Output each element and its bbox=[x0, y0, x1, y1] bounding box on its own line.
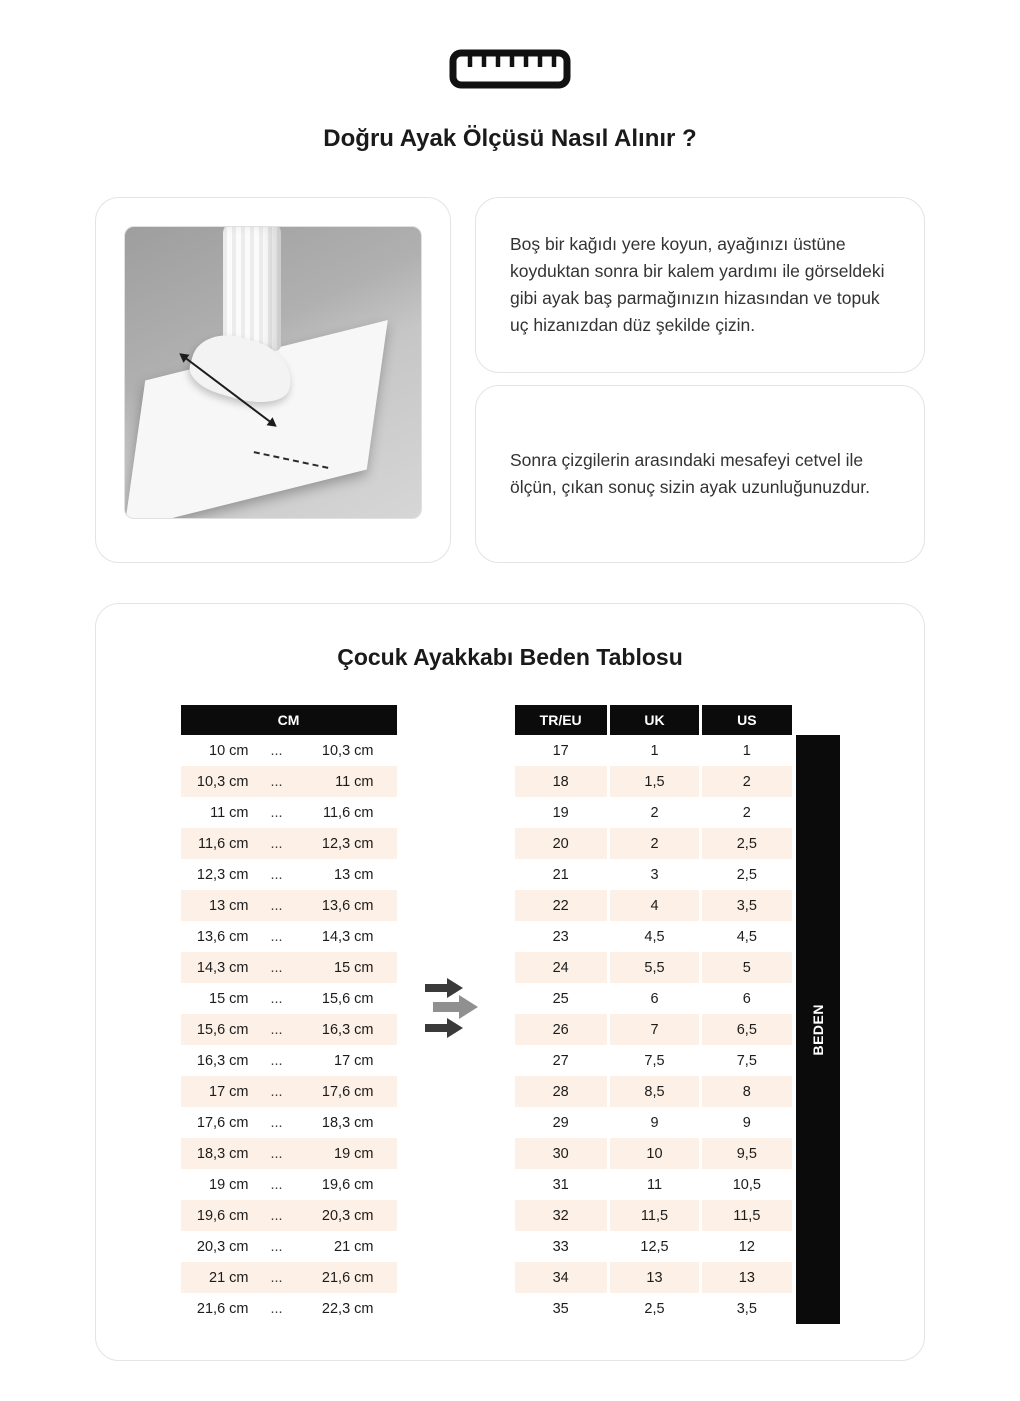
intl-cell: 20 bbox=[552, 835, 569, 852]
cm-cell: ... bbox=[270, 897, 283, 914]
cm-cell: 17 cm bbox=[334, 1052, 374, 1069]
cm-cell: 13,6 cm bbox=[196, 928, 249, 945]
instruction-box-2 bbox=[475, 385, 925, 563]
cm-cell: 13 cm bbox=[209, 897, 249, 914]
cm-cell: ... bbox=[270, 928, 283, 945]
cm-table-row bbox=[181, 735, 397, 766]
cm-cell: ... bbox=[270, 1021, 283, 1038]
intl-cell: 12 bbox=[699, 1231, 791, 1262]
intl-cell: 7,5 bbox=[607, 1045, 699, 1076]
cm-cell: ... bbox=[270, 1269, 283, 1286]
cm-cell: 21,6 cm bbox=[321, 1269, 374, 1286]
howto-section bbox=[95, 197, 925, 563]
cm-cell: 18,3 cm bbox=[321, 1114, 374, 1131]
cm-table-row bbox=[181, 1169, 397, 1200]
page-title: Doğru Ayak Ölçüsü Nasıl Alınır ? bbox=[323, 125, 697, 152]
intl-table-row bbox=[515, 797, 792, 828]
beden-label: BEDEN bbox=[809, 1003, 826, 1056]
intl-cell: 25 bbox=[552, 990, 569, 1007]
intl-cell: 24 bbox=[552, 959, 569, 976]
cm-cell: 15,6 cm bbox=[196, 1021, 249, 1038]
cm-cell: ... bbox=[270, 1300, 283, 1317]
size-table-card bbox=[95, 603, 925, 1361]
cm-table-row bbox=[181, 828, 397, 859]
intl-cell: 19 bbox=[552, 804, 569, 821]
cm-cell: 21,6 cm bbox=[196, 1300, 249, 1317]
cm-cell: 12,3 cm bbox=[321, 835, 374, 852]
intl-cell: 6,5 bbox=[699, 1014, 791, 1045]
beden-axis-bar bbox=[796, 735, 840, 1324]
intl-cell: 11,5 bbox=[607, 1200, 699, 1231]
intl-cell: 26 bbox=[552, 1021, 569, 1038]
intl-cell: 1 bbox=[607, 735, 699, 766]
cm-cell: 14,3 cm bbox=[196, 959, 249, 976]
intl-cell: 7 bbox=[607, 1014, 699, 1045]
intl-table-row bbox=[515, 1231, 792, 1262]
cm-table-row bbox=[181, 921, 397, 952]
cm-cell: ... bbox=[270, 835, 283, 852]
intl-cell: 3 bbox=[607, 859, 699, 890]
cm-cell: ... bbox=[270, 1207, 283, 1224]
cm-cell: ... bbox=[270, 959, 283, 976]
intl-cell: 31 bbox=[552, 1176, 569, 1193]
cm-cell: 13,6 cm bbox=[321, 897, 374, 914]
intl-cell: 27 bbox=[552, 1052, 569, 1069]
intl-table-row bbox=[515, 1169, 792, 1200]
intl-table-row bbox=[515, 1014, 792, 1045]
cm-table-row bbox=[181, 952, 397, 983]
intl-cell: 1 bbox=[699, 735, 791, 766]
intl-table-row bbox=[515, 828, 792, 859]
transfer-arrows-icon bbox=[423, 977, 489, 1044]
intl-header-cell: US bbox=[699, 705, 791, 735]
intl-cell: 9,5 bbox=[699, 1138, 791, 1169]
cm-cell: 17,6 cm bbox=[321, 1083, 374, 1100]
intl-table-row bbox=[515, 1262, 792, 1293]
instruction-text-1: Boş bir kağıdı yere koyun, ayağınızı üstüne koyduktan sonra bir kalem yardımı ile görseldeki gibi ayak baş parmağınızın hizasından ve topuk uç hizanızdan düz şekilde çizin. bbox=[510, 233, 885, 336]
intl-cell: 4,5 bbox=[607, 921, 699, 952]
intl-cell: 7,5 bbox=[699, 1045, 791, 1076]
cm-cell: ... bbox=[270, 1083, 283, 1100]
cm-cell: ... bbox=[270, 773, 283, 790]
cm-cell: 10,3 cm bbox=[196, 773, 249, 790]
cm-cell: 19,6 cm bbox=[196, 1207, 249, 1224]
intl-cell: 28 bbox=[552, 1083, 569, 1100]
intl-cell: 4 bbox=[607, 890, 699, 921]
cm-cell: 19 cm bbox=[334, 1145, 374, 1162]
cm-table-row bbox=[181, 1045, 397, 1076]
intl-cell: 3,5 bbox=[699, 890, 791, 921]
intl-cell: 33 bbox=[552, 1238, 569, 1255]
intl-cell: 10 bbox=[607, 1138, 699, 1169]
intl-cell: 2,5 bbox=[699, 859, 791, 890]
cm-cell: 14,3 cm bbox=[321, 928, 374, 945]
instructions-column bbox=[475, 197, 925, 563]
cm-table-row bbox=[181, 890, 397, 921]
cm-cell: 21 cm bbox=[209, 1269, 249, 1286]
cm-cell: 13 cm bbox=[334, 866, 374, 883]
intl-cell: 23 bbox=[552, 928, 569, 945]
cm-cell: ... bbox=[270, 804, 283, 821]
intl-table-row bbox=[515, 859, 792, 890]
cm-table-row bbox=[181, 1293, 397, 1324]
size-table-title: Çocuk Ayakkabı Beden Tablosu bbox=[337, 644, 683, 670]
cm-table-row bbox=[181, 1231, 397, 1262]
intl-size-table bbox=[515, 705, 792, 1324]
intl-cell: 8,5 bbox=[607, 1076, 699, 1107]
cm-cell: 11 cm bbox=[335, 773, 374, 790]
intl-table-row bbox=[515, 983, 792, 1014]
cm-table-row bbox=[181, 983, 397, 1014]
intl-cell: 2,5 bbox=[699, 828, 791, 859]
page-header bbox=[0, 0, 1020, 153]
intl-table-row bbox=[515, 1138, 792, 1169]
cm-cell: 18,3 cm bbox=[196, 1145, 249, 1162]
intl-cell: 12,5 bbox=[607, 1231, 699, 1262]
intl-cell: 35 bbox=[552, 1300, 569, 1317]
cm-cell: 16,3 cm bbox=[321, 1021, 374, 1038]
cm-cell: 15 cm bbox=[334, 959, 374, 976]
cm-cell: ... bbox=[270, 1114, 283, 1131]
intl-cell: 22 bbox=[552, 897, 569, 914]
cm-cell: 17,6 cm bbox=[196, 1114, 249, 1131]
intl-table-row bbox=[515, 1076, 792, 1107]
intl-cell: 6 bbox=[607, 983, 699, 1014]
intl-cell: 30 bbox=[552, 1145, 569, 1162]
cm-cell: ... bbox=[270, 990, 283, 1007]
intl-cell: 4,5 bbox=[699, 921, 791, 952]
cm-cell: ... bbox=[270, 1176, 283, 1193]
cm-cell: 21 cm bbox=[334, 1238, 374, 1255]
cm-table-row bbox=[181, 859, 397, 890]
ruler-icon bbox=[449, 48, 571, 90]
intl-cell: 5 bbox=[699, 952, 791, 983]
cm-table-row bbox=[181, 797, 397, 828]
intl-cell: 11,5 bbox=[699, 1200, 791, 1231]
intl-table-row bbox=[515, 890, 792, 921]
intl-cell: 2 bbox=[699, 797, 791, 828]
intl-table-row bbox=[515, 921, 792, 952]
intl-cell: 32 bbox=[552, 1207, 569, 1224]
cm-table-row bbox=[181, 1076, 397, 1107]
cm-cell: 10,3 cm bbox=[321, 742, 374, 759]
intl-cell: 6 bbox=[699, 983, 791, 1014]
intl-cell: 2,5 bbox=[607, 1293, 699, 1324]
cm-cell: ... bbox=[270, 866, 283, 883]
intl-cell: 11 bbox=[607, 1169, 699, 1200]
intl-cell: 21 bbox=[552, 866, 569, 883]
intl-table-row bbox=[515, 1200, 792, 1231]
cm-table-header: CM bbox=[181, 705, 397, 735]
intl-cell: 9 bbox=[699, 1107, 791, 1138]
intl-cell: 10,5 bbox=[699, 1169, 791, 1200]
cm-cell: 20,3 cm bbox=[196, 1238, 249, 1255]
cm-table-row bbox=[181, 1107, 397, 1138]
intl-cell: 2 bbox=[607, 828, 699, 859]
intl-cell: 17 bbox=[552, 742, 569, 759]
intl-cell: 3,5 bbox=[699, 1293, 791, 1324]
intl-header-cell: UK bbox=[607, 705, 699, 735]
cm-cell: ... bbox=[270, 1238, 283, 1255]
cm-cell: ... bbox=[270, 1052, 283, 1069]
intl-table-row bbox=[515, 1107, 792, 1138]
intl-cell: 29 bbox=[552, 1114, 569, 1131]
cm-cell: 11,6 cm bbox=[197, 835, 249, 852]
intl-table-row bbox=[515, 952, 792, 983]
intl-cell: 13 bbox=[607, 1262, 699, 1293]
cm-table bbox=[181, 705, 397, 1324]
size-tables bbox=[96, 705, 924, 1324]
intl-cell: 13 bbox=[699, 1262, 791, 1293]
instruction-text-2: Sonra çizgilerin arasındaki mesafeyi cetvel ile ölçün, çıkan sonuç sizin ayak uzunluğunuzdur. bbox=[510, 449, 870, 497]
intl-table-row bbox=[515, 766, 792, 797]
intl-cell: 34 bbox=[552, 1269, 569, 1286]
cm-cell: 11,6 cm bbox=[322, 804, 374, 821]
cm-cell: 11 cm bbox=[210, 804, 249, 821]
cm-cell: 20,3 cm bbox=[321, 1207, 374, 1224]
cm-cell: 19 cm bbox=[209, 1176, 249, 1193]
intl-cell: 2 bbox=[699, 766, 791, 797]
intl-cell: 2 bbox=[607, 797, 699, 828]
intl-table-row bbox=[515, 735, 792, 766]
intl-table-row bbox=[515, 1045, 792, 1076]
cm-cell: 16,3 cm bbox=[196, 1052, 249, 1069]
cm-table-row bbox=[181, 766, 397, 797]
intl-cell: 9 bbox=[607, 1107, 699, 1138]
cm-cell: 17 cm bbox=[209, 1083, 249, 1100]
instruction-box-1 bbox=[475, 197, 925, 373]
cm-cell: ... bbox=[270, 1145, 283, 1162]
sock-leg bbox=[223, 226, 281, 351]
intl-cell: 18 bbox=[552, 773, 569, 790]
intl-header-cell: TR/EU bbox=[515, 705, 607, 735]
cm-cell: 10 cm bbox=[209, 742, 249, 759]
cm-cell: 19,6 cm bbox=[321, 1176, 374, 1193]
foot-on-paper-photo bbox=[124, 226, 422, 519]
intl-table-row bbox=[515, 1293, 792, 1324]
foot-measurement-photo-card bbox=[95, 197, 451, 563]
cm-table-row bbox=[181, 1200, 397, 1231]
cm-table-row bbox=[181, 1262, 397, 1293]
cm-cell: 22,3 cm bbox=[321, 1300, 374, 1317]
intl-cell: 8 bbox=[699, 1076, 791, 1107]
intl-cell: 1,5 bbox=[607, 766, 699, 797]
cm-cell: 12,3 cm bbox=[196, 866, 249, 883]
cm-cell: 15 cm bbox=[209, 990, 249, 1007]
cm-cell: 15,6 cm bbox=[321, 990, 374, 1007]
cm-cell: ... bbox=[270, 742, 283, 759]
cm-table-row bbox=[181, 1014, 397, 1045]
cm-table-row bbox=[181, 1138, 397, 1169]
intl-cell: 5,5 bbox=[607, 952, 699, 983]
